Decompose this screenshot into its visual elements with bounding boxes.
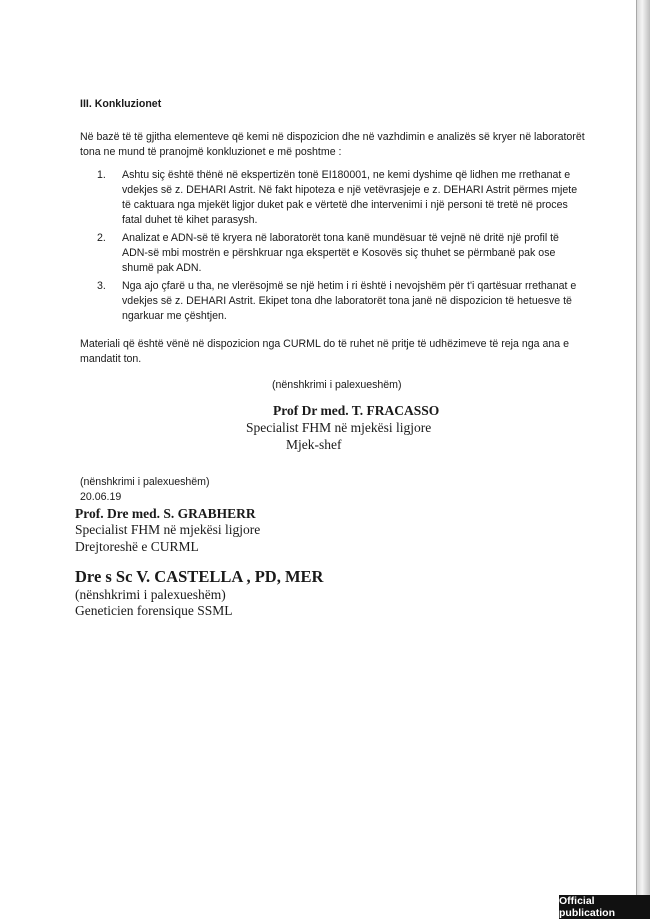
fracasso-name: Prof Dr med. T. FRACASSO xyxy=(273,403,440,418)
list-item-number: 2. xyxy=(97,232,106,244)
section-heading: III. Konkluzionet xyxy=(80,98,162,110)
list-item-text: Nga ajo çfarë u tha, ne vlerësojmë se një hetim i ri është i nevojshëm për t'i qartësuar rrethanat e vdekjes së z. DEHARI Astrit. Ekipet tona dhe laboratorët tona janë në dispozicion të hetuesve të ngarkuar me çështjen. xyxy=(122,280,577,322)
list-item xyxy=(80,231,585,276)
closing-text: Materiali që është vënë në dispozicion nga CURML do të ruhet në pritje të udhëzimeve të reja nga ana e mandatit ton. xyxy=(80,338,569,365)
list-item-number: 3. xyxy=(97,280,106,292)
list-item-number: 1. xyxy=(97,169,106,181)
grabherr-role: Specialist FHM në mjekësi ligjore xyxy=(75,522,261,537)
fracasso-role: Specialist FHM në mjekësi ligjore xyxy=(246,420,432,435)
grabherr-name: Prof. Dre med. S. GRABHERR xyxy=(75,506,256,521)
grabherr-signature-note: (nënshkrimi i palexueshëm) xyxy=(80,476,210,488)
castella-title: Geneticien forensique SSML xyxy=(75,603,233,618)
closing-paragraph xyxy=(80,337,590,367)
fracasso-signature-note: (nënshkrimi i palexueshëm) xyxy=(272,379,402,391)
signature-date: 20.06.19 xyxy=(80,491,122,503)
castella-signature-note: (nënshkrimi i palexueshëm) xyxy=(75,587,226,602)
castella-name: Dre s Sc V. CASTELLA , PD, MER xyxy=(75,567,324,586)
list-item-text: Ashtu siç është thënë në ekspertizën tonë EI180001, ne kemi dyshime që lidhen me rrethanat e vdekjes së z. DEHARI Astrit. Në fakt hipoteza e një vetëvrasjeje e z. DEHARI Astrit përmes mjete të caktuara nga mjekët ligjor duket pak e vërtetë dhe intervenimi i një personi të tretë në proces fatal duhet të kihet parasysh. xyxy=(122,169,578,226)
conclusions-list xyxy=(80,168,585,327)
intro-paragraph xyxy=(80,130,590,160)
list-item-text: Analizat e ADN-së të kryera në laboratorët tona kanë mundësuar të vejnë në dritë një profil të ADN-së mbi mostrën e përshkruar nga ekspertët e Kosovës siç thuhet se përmbanë pak ose shumë pak ADN. xyxy=(122,232,559,274)
grabherr-title: Drejtoreshë e CURML xyxy=(75,539,199,554)
scan-page-edge xyxy=(637,0,650,919)
intro-text: Në bazë të të gjitha elementeve që kemi në dispozicion dhe në vazhdimin e analizës së kryer në laboratorët tona ne mund të pranojmë konkluzionet e më poshtme : xyxy=(80,131,585,158)
list-item xyxy=(80,168,585,228)
fracasso-title: Mjek-shef xyxy=(286,437,342,452)
list-item xyxy=(80,279,585,324)
official-publication-badge: Official publication xyxy=(559,895,650,919)
